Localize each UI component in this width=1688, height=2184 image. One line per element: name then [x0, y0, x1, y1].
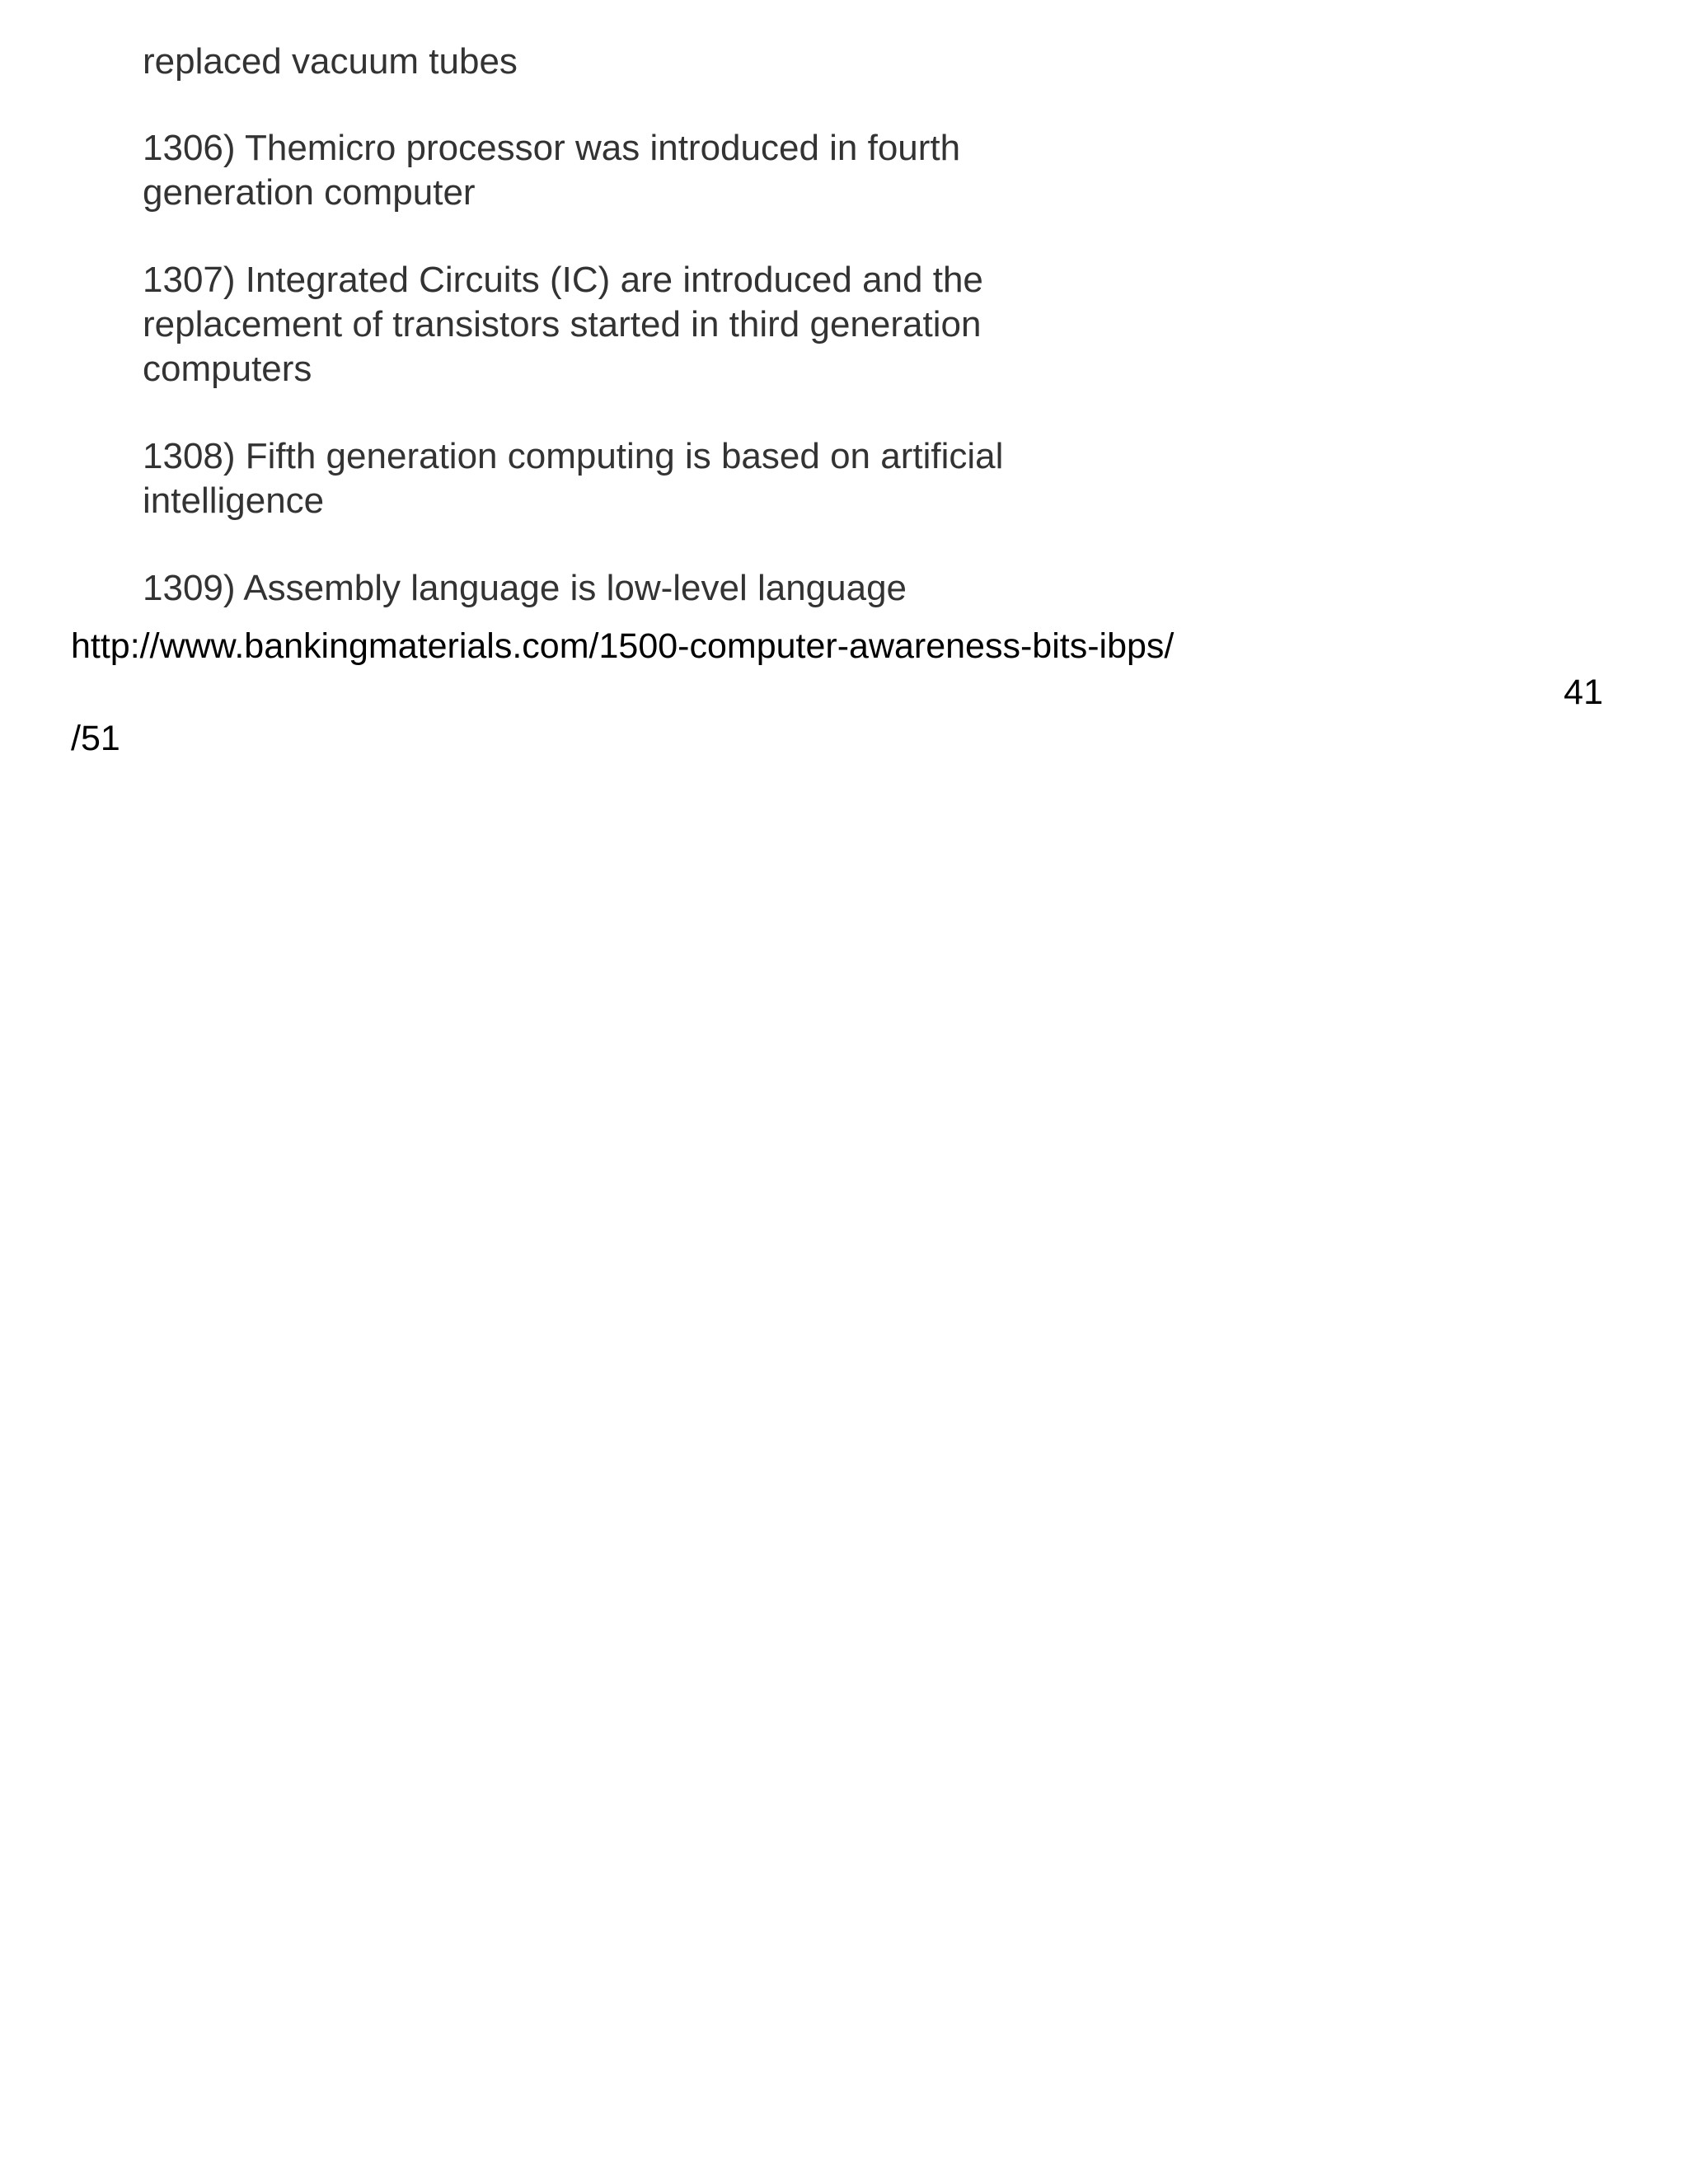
paragraph-1307: 1307) Integrated Circuits (IC) are introduced and the replacement of transistors started in third generation computers: [143, 260, 983, 389]
footer-source-url: http://www.bankingmaterials.com/1500-computer-awareness-bits-ibps/: [71, 626, 1175, 666]
footer-page-total: /51: [71, 719, 120, 758]
paragraph-1306: 1306) Themicro processor was introduced in fourth generation computer: [143, 128, 961, 213]
paragraph-1309: 1309) Assembly language is low-level language: [143, 568, 907, 608]
paragraph-1308: 1308) Fifth generation computing is based on artificial intelligence: [143, 436, 1004, 521]
paragraph-continuation: replaced vacuum tubes: [143, 41, 518, 82]
footer-page-number: 41: [1564, 673, 1603, 712]
document-body: [143, 40, 1173, 654]
